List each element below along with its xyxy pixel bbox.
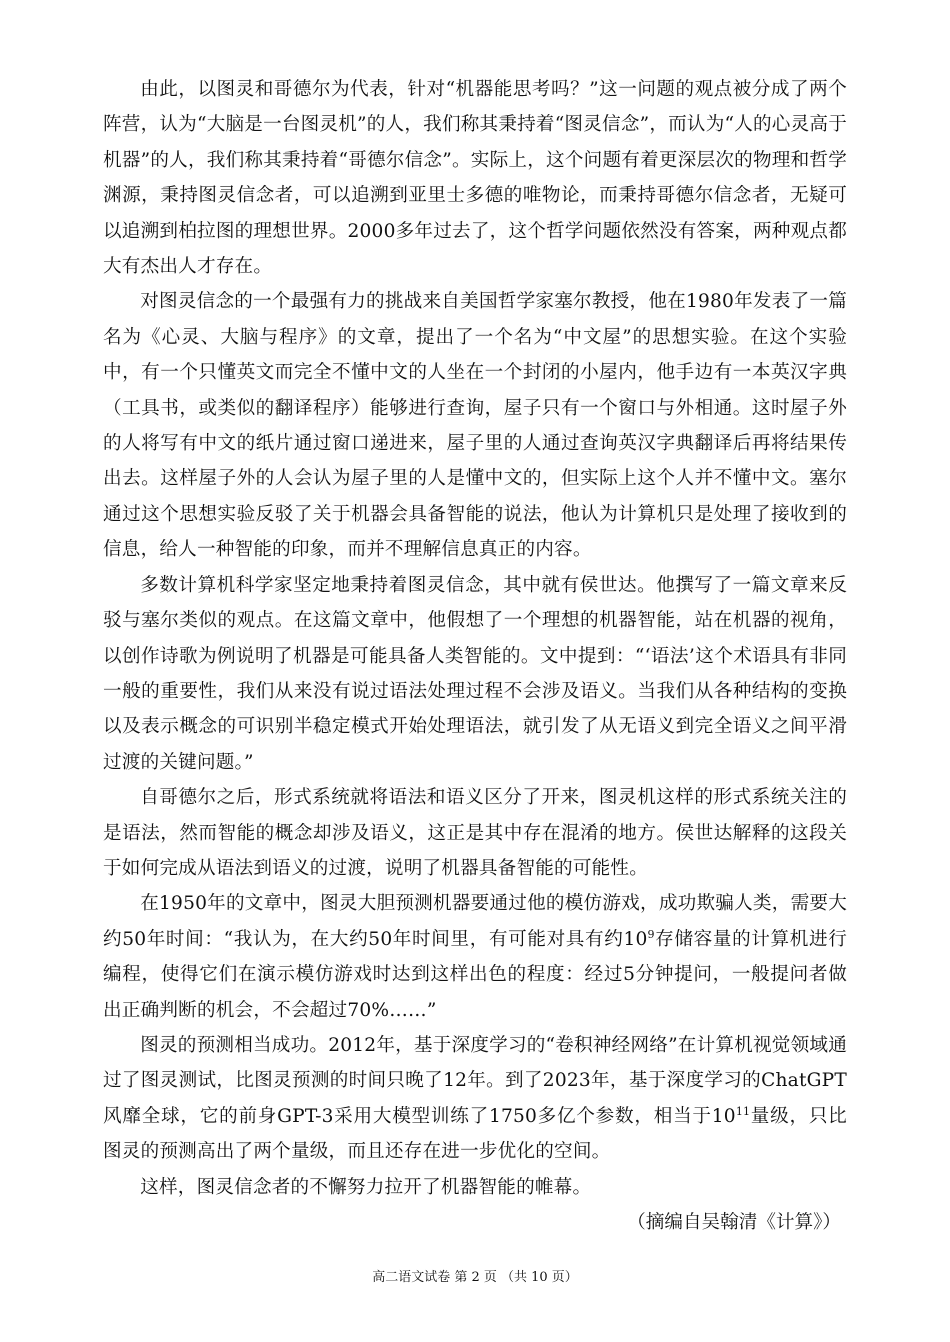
paragraph-5-exponent: 9 [647,927,655,941]
source-citation: （摘编自吴翰清《计算》） [627,1212,841,1233]
paragraph-2: 对图灵信念的一个最强有力的挑战来自美国哲学家塞尔教授，他在1980年发表了一篇名为《心灵、大脑与程序》的文章，提出了一个名为“中文屋”的思想实验。在这个实验中，有一个只懂英文而完全不懂中文的人坐在一个封闭的小屋内，他手边有一本英汉字典（工具书，或类似的翻译程序）能够进行查询，屋子只有一个窗口与外相通。这时屋子外的人将写有中文的纸片通过窗口递进来，屋子里的人通过查询英汉字典翻译后再将结果传出去。这样屋子外的人会认为屋子里的人是懂中文的，但实际上这个人并不懂中文。塞尔通过这个思想实验反驳了关于机器会具备智能的说法，他认为计算机只是处理了接收到的信息，给人一种智能的印象，而并不理解信息真正的内容。 [103,291,847,561]
paragraph-3: 多数计算机科学家坚定地秉持着图灵信念，其中就有侯世达。他撰写了一篇文章来反驳与塞尔类似的观点。在这篇文章中，他假想了一个理想的机器智能，站在机器的视角，以创作诗歌为例说明了机器是可能具备人类智能的。文中提到：“‘语法’这个术语具有非同一般的重要性，我们从来没有说过语法处理过程不会涉及语义。当我们从各种结构的变换以及表示概念的可识别半稳定模式开始处理语法，就引发了从无语义到完全语义之间平滑过渡的关键问题。” [103,574,847,773]
paragraph-5-text-b: 存储容量的计算机进行编程，使得它们在演示模仿游戏时达到这样出色的程度：经过5分钟提问，一般提问者做出正确判断的机会，不会超过70%……” [103,928,847,1021]
article-body [103,72,847,1240]
paragraph-5-text-a: 在1950年的文章中，图灵大胆预测机器要通过他的模仿游戏，成功欺骗人类，需要大约50年时间：“我认为，在大约50年时间里，有可能对具有约10 [103,893,847,950]
paragraph-6-exponent: 11 [735,1104,751,1118]
paragraph-7: 这样，图灵信念者的不懈努力拉开了机器智能的帷幕。 [140,1176,592,1198]
paragraph-1: 由此，以图灵和哥德尔为代表，针对“机器能思考吗？”这一问题的观点被分成了两个阵营，认为“大脑是一台图灵机”的人，我们称其秉持着“图灵信念”，而认为“人的心灵高于机器”的人，我们称其秉持着“哥德尔信念”。实际上，这个问题有着更深层次的物理和哲学渊源，秉持图灵信念者，可以追溯到亚里士多德的唯物论，而秉持哥德尔信念者，无疑可以追溯到柏拉图的理想世界。2000多年过去了，这个哲学问题依然没有答案，两种观点都大有杰出人才存在。 [103,79,847,278]
paragraph-6-text-a: 图灵的预测相当成功。2012年，基于深度学习的“卷积神经网络”在计算机视觉领域通过了图灵测试，比图灵预测的时间只晚了12年。到了2023年，基于深度学习的ChatGPT风靡全球，它的前身GPT-3采用大模型训练了1750多亿个参数，相当于10 [103,1034,847,1127]
paragraph-5 [103,886,847,1028]
paragraph-4: 自哥德尔之后，形式系统就将语法和语义区分了开来，图灵机这样的形式系统关注的是语法，然而智能的概念却涉及语义，这正是其中存在混淆的地方。侯世达解释的这段关于如何完成从语法到语义的过渡，说明了机器具备智能的可能性。 [103,787,847,879]
page-footer: 高二语文试卷 第 2 页 （共 10 页） [372,1270,578,1285]
paragraph-6-text-b: 量级，只比图灵的预测高出了两个量级，而且还存在进一步优化的空间。 [103,1105,847,1163]
paragraph-6 [103,1028,847,1170]
